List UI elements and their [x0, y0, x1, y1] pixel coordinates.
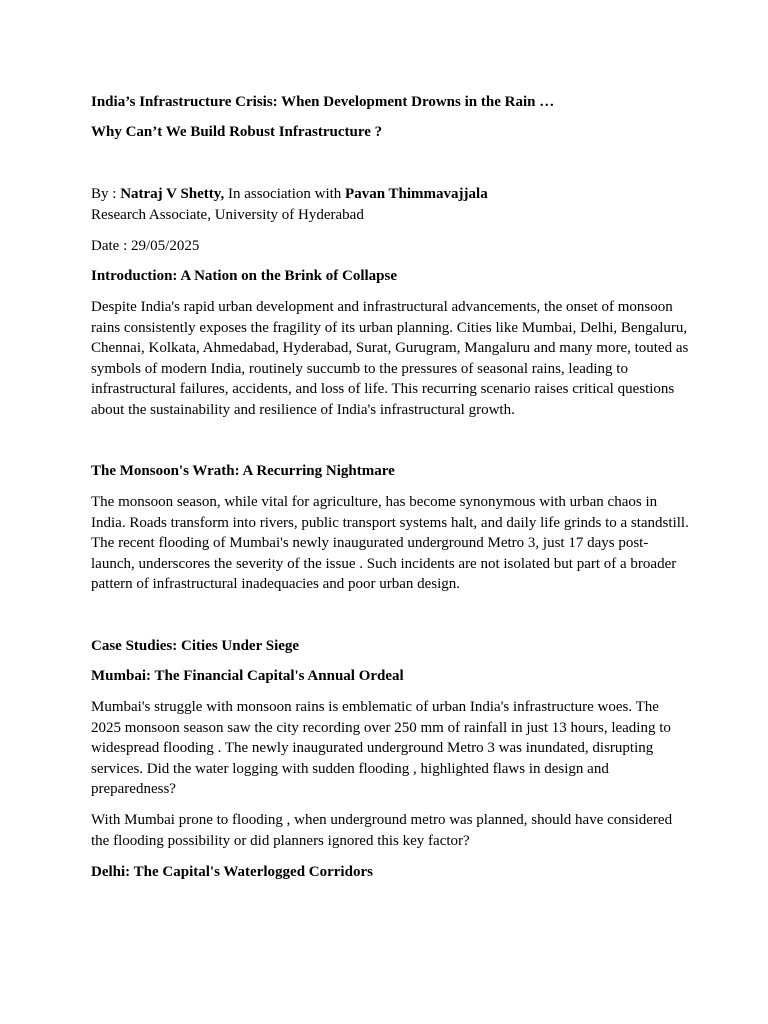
author-affiliation: Research Associate, University of Hyderabad [91, 207, 364, 223]
byline-prefix: By : [91, 186, 121, 202]
intro-heading: Introduction: A Nation on the Brink of Collapse [91, 268, 398, 284]
author-name: Natraj V Shetty, [120, 186, 225, 202]
intro-paragraph: Despite India's rapid urban development and infrastructural advancements, the onset of monsoon rains consistently exposes the fragility of its urban planning. Cities like Mumbai, Delhi, Bengaluru, Chennai, Kolkata, Ahmedabad, Hyderabad, Surat, Gurugram, Mangaluru and many more, touted as symbols of modern India, routinely succumb to the pressures of seasonal rains, leading to infrastructural failures, accidents, and loss of life. This recurring scenario raises critical questions about the sustainability and resilience of India's infrastructural growth. [91, 299, 689, 418]
delhi-heading: Delhi: The Capital's Waterlogged Corridors [91, 864, 373, 880]
byline [91, 184, 691, 205]
monsoon-heading: The Monsoon's Wrath: A Recurring Nightmare [91, 463, 395, 479]
document-title: India’s Infrastructure Crisis: When Development Drowns in the Rain … [91, 94, 555, 110]
mumbai-paragraph-1: Mumbai's struggle with monsoon rains is emblematic of urban India's infrastructure woes. The 2025 monsoon season saw the city recording over 250 mm of rainfall in just 13 hours, leading to widespread flooding . The newly inaugurated underground Metro 3 was inundated, disrupting services. Did the water logging with sudden flooding , highlighted flaws in design and preparedness? [91, 699, 671, 798]
mumbai-heading: Mumbai: The Financial Capital's Annual Ordeal [91, 668, 404, 684]
mumbai-paragraph-2: With Mumbai prone to flooding , when underground metro was planned, should have considered the flooding possibility or did planners ignored this key factor? [91, 812, 673, 849]
document-date: Date : 29/05/2025 [91, 238, 200, 254]
byline-middle: In association with [224, 186, 346, 202]
coauthor-name: Pavan Thimmavajjala [345, 186, 488, 202]
document-subtitle: Why Can’t We Build Robust Infrastructure ? [91, 124, 383, 140]
case-studies-heading: Case Studies: Cities Under Siege [91, 638, 300, 654]
monsoon-paragraph: The monsoon season, while vital for agriculture, has become synonymous with urban chaos in India. Roads transform into rivers, public transport systems halt, and daily life grinds to a standstill. The recent flooding of Mumbai's newly inaugurated underground Metro 3, just 17 days post-launch, underscores the severity of the issue . Such incidents are not isolated but part of a broader pattern of infrastructural inadequacies and poor urban design. [91, 494, 689, 593]
